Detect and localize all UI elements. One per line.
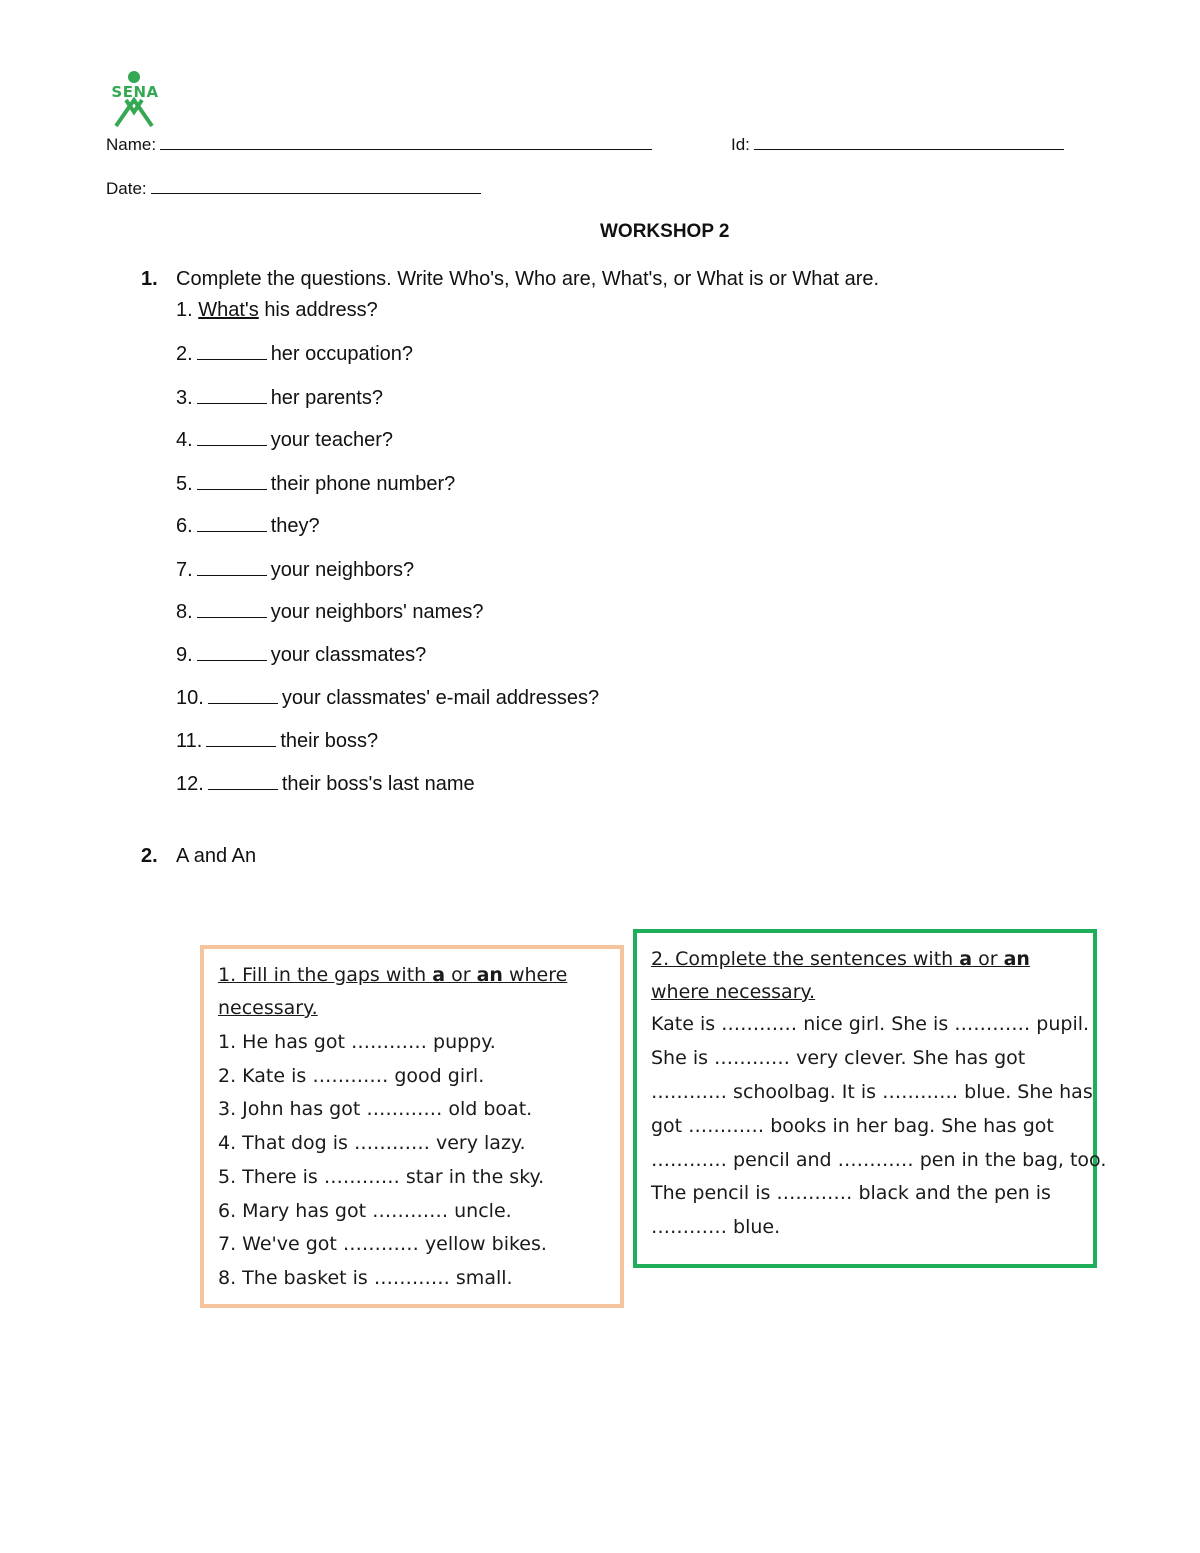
question-text: their phone number? <box>270 473 456 495</box>
question-item <box>176 643 426 667</box>
question-number: 3. <box>176 387 193 409</box>
date-line[interactable] <box>151 177 481 194</box>
name-line[interactable] <box>160 133 652 150</box>
answer-blank[interactable] <box>208 686 278 704</box>
question-item <box>176 558 414 582</box>
date-label: Date: <box>106 179 147 198</box>
question-item <box>176 342 413 366</box>
question-text: they? <box>270 515 320 537</box>
exercise-box-complete-sentences <box>633 929 1107 1268</box>
exercise-item: 6. Mary has got ………… uncle. <box>218 1200 512 1222</box>
paragraph-line: Kate is ………… nice girl. She is ………… pupil. <box>651 1013 1090 1035</box>
exercise-item: 1. He has got ………… puppy. <box>218 1031 496 1053</box>
example-question <box>176 299 378 322</box>
answer-blank[interactable] <box>197 514 267 532</box>
exercise-item: 4. That dog is ………… very lazy. <box>218 1132 526 1154</box>
example-answer: What's <box>198 299 259 321</box>
box-a-title-where: where <box>502 964 568 986</box>
box-b-title-line2: where necessary. <box>651 981 816 1003</box>
question-item <box>176 772 475 796</box>
question-text: your neighbors' names? <box>270 601 484 623</box>
box-a-title-part: 1. Fill in the gaps with <box>218 964 433 986</box>
question-number: 5. <box>176 473 193 495</box>
question-text: her parents? <box>270 387 383 409</box>
box-b-title-an: an <box>1003 948 1030 970</box>
exercise-item: 5. There is ………… star in the sky. <box>218 1166 545 1188</box>
answer-blank[interactable] <box>197 428 267 446</box>
box-a-title-a: a <box>432 964 446 986</box>
question-text: your neighbors? <box>270 559 415 581</box>
question-item <box>176 428 393 452</box>
answer-blank[interactable] <box>197 643 267 661</box>
question-number: 10. <box>176 687 204 709</box>
exercise-box-fill-gaps <box>200 945 624 1308</box>
id-line[interactable] <box>754 133 1064 150</box>
logo-text: SENA <box>111 83 159 101</box>
example-number: 1. <box>176 299 193 321</box>
question-number: 6. <box>176 515 193 537</box>
question-number: 4. <box>176 429 193 451</box>
box-a-title-line2: necessary. <box>218 997 318 1019</box>
page-title: WORKSHOP 2 <box>600 221 730 242</box>
question-item <box>176 386 383 410</box>
box-a-title-or: or <box>445 964 477 986</box>
paragraph-line: The pencil is ………… black and the pen is <box>651 1182 1051 1204</box>
question-number: 12. <box>176 773 204 795</box>
box-b-title <box>651 943 1081 1009</box>
question-text: your classmates' e-mail addresses? <box>281 687 600 709</box>
question-number: 8. <box>176 601 193 623</box>
id-field[interactable] <box>731 133 1064 155</box>
question-item <box>176 472 455 496</box>
box-b-title-or: or <box>972 948 1004 970</box>
section-1-instruction: Complete the questions. Write Who's, Who are, What's, or What is or What are. <box>176 268 880 290</box>
id-label: Id: <box>731 135 750 154</box>
question-text: their boss's last name <box>281 773 475 795</box>
question-number: 9. <box>176 644 193 666</box>
question-text: your classmates? <box>270 644 427 666</box>
name-field[interactable] <box>106 133 652 155</box>
answer-blank[interactable] <box>197 342 267 360</box>
box-a-title-an: an <box>476 964 503 986</box>
question-number: 2. <box>176 343 193 365</box>
question-item <box>176 729 378 753</box>
section-2-title: A and An <box>176 845 257 867</box>
answer-blank[interactable] <box>208 772 278 790</box>
answer-blank[interactable] <box>197 600 267 618</box>
question-number: 11. <box>176 730 203 752</box>
answer-blank[interactable] <box>206 729 276 747</box>
box-b-title-a: a <box>959 948 973 970</box>
box-b-title-part: 2. Complete the sentences with <box>651 948 960 970</box>
exercise-item: 7. We've got ………… yellow bikes. <box>218 1233 547 1255</box>
exercise-item: 2. Kate is ………… good girl. <box>218 1065 485 1087</box>
question-number: 7. <box>176 559 193 581</box>
question-item <box>176 686 599 710</box>
question-text: her occupation? <box>270 343 414 365</box>
section-2-number: 2. <box>141 845 158 867</box>
question-text: their boss? <box>280 730 379 752</box>
sena-logo <box>106 70 166 128</box>
answer-blank[interactable] <box>197 558 267 576</box>
question-text: your teacher? <box>270 429 393 451</box>
box-a-title <box>218 959 614 1025</box>
answer-blank[interactable] <box>197 472 267 490</box>
example-text: his address? <box>264 299 378 321</box>
name-label: Name: <box>106 135 157 154</box>
exercise-item: 3. John has got ………… old boat. <box>218 1098 533 1120</box>
exercise-item: 8. The basket is ………… small. <box>218 1267 513 1289</box>
paragraph-line: got ………… books in her bag. She has got <box>651 1115 1054 1137</box>
paragraph-line: ………… pencil and ………… pen in the bag, too. <box>651 1149 1107 1171</box>
paragraph-line: ………… blue. <box>651 1216 781 1238</box>
section-1-number: 1. <box>141 268 158 290</box>
question-item <box>176 514 320 538</box>
answer-blank[interactable] <box>197 386 267 404</box>
paragraph-line: ………… schoolbag. It is ………… blue. She has <box>651 1081 1093 1103</box>
question-item <box>176 600 484 624</box>
paragraph-line: She is ………… very clever. She has got <box>651 1047 1026 1069</box>
date-field[interactable] <box>106 177 481 199</box>
